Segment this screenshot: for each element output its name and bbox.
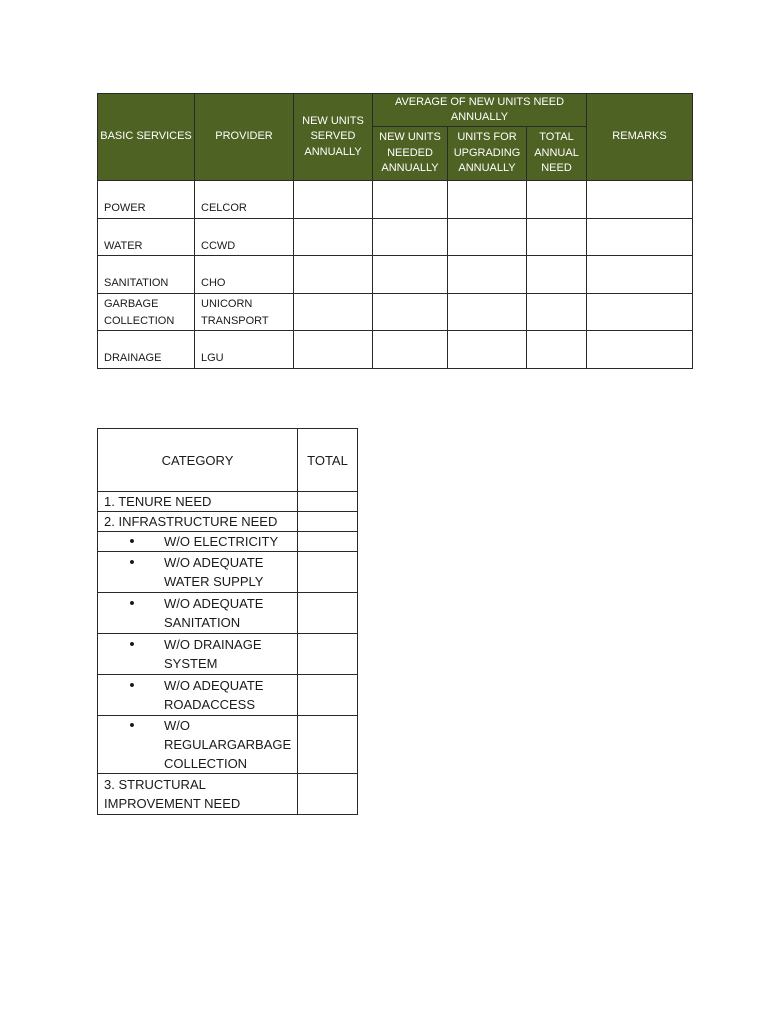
total-cell[interactable] xyxy=(298,634,358,675)
header-units-for-upgrading: UNITS FOR UPGRADING ANNUALLY xyxy=(448,127,527,181)
table-row xyxy=(98,512,358,532)
service-name: DRAINAGE xyxy=(98,331,195,369)
category-table xyxy=(97,428,358,815)
new-units-needed-cell[interactable] xyxy=(373,256,448,294)
total-cell[interactable] xyxy=(298,492,358,512)
category-label: 2. INFRASTRUCTURE NEED xyxy=(98,512,298,532)
category-label: W/O ADEQUATE SANITATION xyxy=(164,596,264,630)
total-annual-need-cell[interactable] xyxy=(527,218,587,256)
new-units-needed-cell[interactable] xyxy=(373,331,448,369)
table-row xyxy=(98,331,693,369)
units-for-upgrading-cell[interactable] xyxy=(448,181,527,219)
category-label: W/O ELECTRICITY xyxy=(164,534,279,549)
new-units-needed-cell[interactable] xyxy=(373,181,448,219)
header-total: TOTAL xyxy=(298,429,358,492)
header-provider: PROVIDER xyxy=(195,94,294,181)
total-cell[interactable] xyxy=(298,593,358,634)
new-units-served-cell[interactable] xyxy=(294,293,373,331)
units-for-upgrading-cell[interactable] xyxy=(448,256,527,294)
header-new-units-needed: NEW UNITS NEEDED ANNUALLY xyxy=(373,127,448,181)
table-row xyxy=(98,593,358,634)
total-cell[interactable] xyxy=(298,552,358,593)
table-row xyxy=(98,492,358,512)
new-units-served-cell[interactable] xyxy=(294,218,373,256)
provider-name: CELCOR xyxy=(195,181,294,219)
provider-name: UNICORN TRANSPORT xyxy=(195,293,294,331)
header-category: CATEGORY xyxy=(98,429,298,492)
service-name: SANITATION xyxy=(98,256,195,294)
total-annual-need-cell[interactable] xyxy=(527,256,587,294)
service-name: POWER xyxy=(98,181,195,219)
new-units-served-cell[interactable] xyxy=(294,256,373,294)
total-cell[interactable] xyxy=(298,774,358,815)
units-for-upgrading-cell[interactable] xyxy=(448,293,527,331)
total-cell[interactable] xyxy=(298,512,358,532)
new-units-served-cell[interactable] xyxy=(294,331,373,369)
units-for-upgrading-cell[interactable] xyxy=(448,331,527,369)
remarks-cell[interactable] xyxy=(587,181,693,219)
table-row xyxy=(98,181,693,219)
table-row xyxy=(98,675,358,716)
table-row xyxy=(98,634,358,675)
total-annual-need-cell[interactable] xyxy=(527,181,587,219)
category-label: 3. STRUCTURAL IMPROVEMENT NEED xyxy=(98,774,298,815)
total-annual-need-cell[interactable] xyxy=(527,293,587,331)
provider-name: CCWD xyxy=(195,218,294,256)
bullet-icon: • xyxy=(129,636,135,653)
table-row xyxy=(98,716,358,774)
bullet-icon: • xyxy=(129,677,135,694)
category-label: 1. TENURE NEED xyxy=(98,492,298,512)
header-basic-services: BASIC SERVICES xyxy=(98,94,195,181)
service-name: WATER xyxy=(98,218,195,256)
bullet-icon: • xyxy=(129,554,135,571)
header-remarks: REMARKS xyxy=(587,94,693,181)
bullet-icon: • xyxy=(129,595,135,612)
provider-name: CHO xyxy=(195,256,294,294)
table-row xyxy=(98,293,693,331)
new-units-needed-cell[interactable] xyxy=(373,293,448,331)
remarks-cell[interactable] xyxy=(587,256,693,294)
total-cell[interactable] xyxy=(298,716,358,774)
total-annual-need-cell[interactable] xyxy=(527,331,587,369)
total-cell[interactable] xyxy=(298,532,358,552)
table-row xyxy=(98,552,358,593)
bullet-icon: • xyxy=(129,717,135,734)
basic-services-table xyxy=(97,93,693,369)
table-row xyxy=(98,256,693,294)
category-label: W/O ADEQUATE WATER SUPPLY xyxy=(164,555,264,589)
category-label: W/O DRAINAGE SYSTEM xyxy=(164,637,262,671)
remarks-cell[interactable] xyxy=(587,218,693,256)
header-new-units-served: NEW UNITS SERVED ANNUALLY xyxy=(294,94,373,181)
remarks-cell[interactable] xyxy=(587,331,693,369)
category-label: W/O REGULARGARBAGE COLLECTION xyxy=(164,718,292,771)
header-average-of-new-units-need: AVERAGE OF NEW UNITS NEED ANNUALLY xyxy=(373,94,587,127)
bullet-icon: • xyxy=(129,533,135,550)
table-row xyxy=(98,218,693,256)
category-label: W/O ADEQUATE ROADACCESS xyxy=(164,678,264,712)
table-row xyxy=(98,532,358,552)
header-total-annual-need: TOTAL ANNUAL NEED xyxy=(527,127,587,181)
provider-name: LGU xyxy=(195,331,294,369)
new-units-needed-cell[interactable] xyxy=(373,218,448,256)
remarks-cell[interactable] xyxy=(587,293,693,331)
table-row xyxy=(98,774,358,815)
units-for-upgrading-cell[interactable] xyxy=(448,218,527,256)
new-units-served-cell[interactable] xyxy=(294,181,373,219)
total-cell[interactable] xyxy=(298,675,358,716)
service-name: GARBAGE COLLECTION xyxy=(98,293,195,331)
